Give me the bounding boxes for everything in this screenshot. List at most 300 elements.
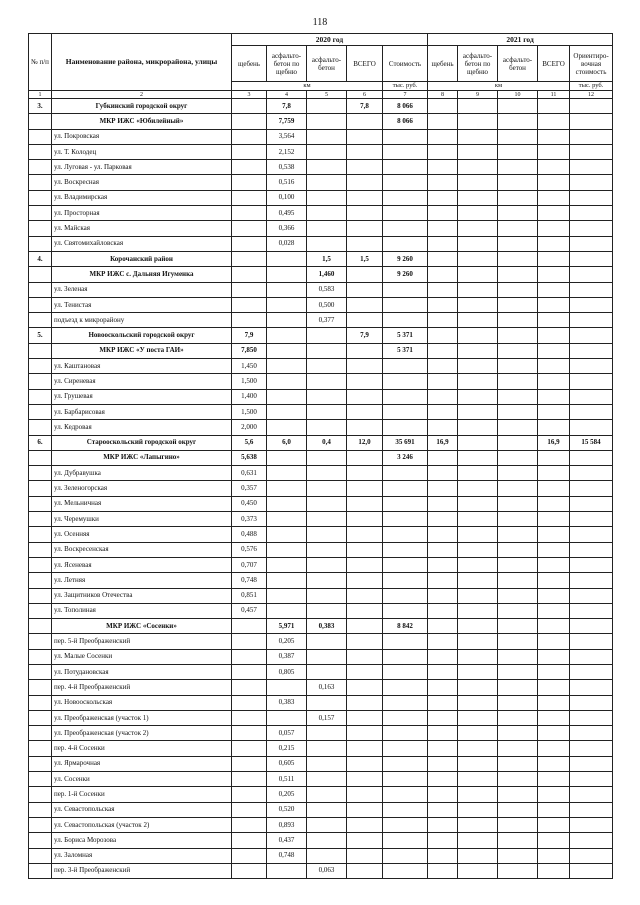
value-cell bbox=[458, 588, 498, 603]
value-cell bbox=[232, 726, 267, 741]
value-cell: 0,805 bbox=[267, 664, 307, 679]
street-name: ул. Зеленогорская bbox=[52, 481, 232, 496]
value-cell: 5,638 bbox=[232, 450, 267, 465]
value-cell bbox=[267, 313, 307, 328]
value-cell bbox=[307, 833, 347, 848]
value-cell bbox=[498, 129, 538, 144]
row-number bbox=[29, 221, 52, 236]
value-cell bbox=[458, 389, 498, 404]
value-cell bbox=[307, 99, 347, 114]
table-row-street bbox=[29, 756, 613, 771]
value-cell bbox=[538, 573, 570, 588]
value-cell bbox=[232, 221, 267, 236]
value-cell bbox=[538, 557, 570, 572]
row-number bbox=[29, 741, 52, 756]
value-cell: 0,205 bbox=[267, 787, 307, 802]
value-cell bbox=[232, 741, 267, 756]
table-row-street bbox=[29, 603, 613, 618]
value-cell bbox=[458, 772, 498, 787]
value-cell bbox=[458, 741, 498, 756]
value-cell bbox=[232, 710, 267, 725]
street-name: пер. 3-й Преображенский bbox=[52, 863, 232, 878]
value-cell bbox=[267, 466, 307, 481]
street-name: ул. Преображенская (участок 2) bbox=[52, 726, 232, 741]
row-number: 5. bbox=[29, 328, 52, 343]
table-row-street bbox=[29, 175, 613, 190]
street-name: ул. Мельничная bbox=[52, 496, 232, 511]
value-cell bbox=[458, 802, 498, 817]
value-cell: 0,437 bbox=[267, 833, 307, 848]
header-col: щебень bbox=[428, 46, 458, 82]
value-cell bbox=[570, 710, 613, 725]
value-cell bbox=[498, 236, 538, 251]
value-cell bbox=[307, 114, 347, 129]
value-cell: 0,063 bbox=[307, 863, 347, 878]
table-header bbox=[29, 34, 613, 99]
value-cell bbox=[538, 603, 570, 618]
value-cell bbox=[307, 450, 347, 465]
row-number bbox=[29, 297, 52, 312]
value-cell bbox=[267, 374, 307, 389]
value-cell bbox=[498, 221, 538, 236]
table-row-street bbox=[29, 466, 613, 481]
value-cell bbox=[498, 374, 538, 389]
value-cell bbox=[458, 680, 498, 695]
value-cell: 0,4 bbox=[307, 435, 347, 450]
row-number bbox=[29, 206, 52, 221]
row-number bbox=[29, 175, 52, 190]
table-row-street bbox=[29, 144, 613, 159]
table-row-street bbox=[29, 420, 613, 435]
street-name: ул. Каштановая bbox=[52, 359, 232, 374]
row-number bbox=[29, 542, 52, 557]
value-cell bbox=[570, 588, 613, 603]
value-cell bbox=[307, 144, 347, 159]
value-cell bbox=[428, 588, 458, 603]
value-cell: 0,748 bbox=[232, 573, 267, 588]
value-cell bbox=[307, 802, 347, 817]
value-cell bbox=[383, 129, 428, 144]
column-number: 9 bbox=[458, 91, 498, 99]
value-cell bbox=[428, 772, 458, 787]
value-cell bbox=[307, 527, 347, 542]
value-cell bbox=[428, 603, 458, 618]
value-cell: 3 246 bbox=[383, 450, 428, 465]
row-number bbox=[29, 664, 52, 679]
row-number bbox=[29, 817, 52, 832]
value-cell bbox=[232, 619, 267, 634]
value-cell bbox=[383, 404, 428, 419]
row-number bbox=[29, 313, 52, 328]
value-cell bbox=[538, 466, 570, 481]
street-name: ул. Преображенская (участок 1) bbox=[52, 710, 232, 725]
value-cell bbox=[232, 833, 267, 848]
value-cell: 7,9 bbox=[347, 328, 383, 343]
value-cell bbox=[383, 833, 428, 848]
value-cell bbox=[498, 512, 538, 527]
value-cell bbox=[428, 802, 458, 817]
value-cell bbox=[347, 573, 383, 588]
value-cell bbox=[428, 99, 458, 114]
value-cell bbox=[570, 420, 613, 435]
value-cell bbox=[458, 512, 498, 527]
value-cell bbox=[307, 542, 347, 557]
table-row-street bbox=[29, 404, 613, 419]
value-cell: 2,152 bbox=[267, 144, 307, 159]
row-number bbox=[29, 756, 52, 771]
value-cell bbox=[383, 359, 428, 374]
value-cell bbox=[232, 206, 267, 221]
value-cell bbox=[232, 144, 267, 159]
value-cell bbox=[458, 420, 498, 435]
value-cell bbox=[232, 297, 267, 312]
value-cell bbox=[307, 236, 347, 251]
value-cell bbox=[538, 848, 570, 863]
value-cell bbox=[347, 297, 383, 312]
value-cell bbox=[267, 328, 307, 343]
value-cell bbox=[347, 726, 383, 741]
value-cell bbox=[428, 817, 458, 832]
value-cell bbox=[458, 863, 498, 878]
header-col: асфальто-бетон bbox=[307, 46, 347, 82]
value-cell bbox=[347, 160, 383, 175]
value-cell bbox=[267, 389, 307, 404]
value-cell bbox=[538, 772, 570, 787]
value-cell bbox=[570, 313, 613, 328]
value-cell bbox=[428, 787, 458, 802]
value-cell: 0,450 bbox=[232, 496, 267, 511]
value-cell bbox=[538, 420, 570, 435]
value-cell bbox=[498, 496, 538, 511]
table-row-street bbox=[29, 680, 613, 695]
value-cell bbox=[383, 481, 428, 496]
value-cell bbox=[538, 129, 570, 144]
street-name: ул. Тополиная bbox=[52, 603, 232, 618]
value-cell bbox=[458, 450, 498, 465]
value-cell bbox=[267, 267, 307, 282]
header-col: щебень bbox=[232, 46, 267, 82]
table-row-street bbox=[29, 863, 613, 878]
header-unit-cost: тыс. руб. bbox=[570, 82, 613, 91]
value-cell bbox=[498, 817, 538, 832]
value-cell bbox=[347, 404, 383, 419]
value-cell bbox=[538, 496, 570, 511]
value-cell bbox=[538, 649, 570, 664]
value-cell: 6,0 bbox=[267, 435, 307, 450]
street-name: ул. Сосенки bbox=[52, 772, 232, 787]
value-cell bbox=[267, 282, 307, 297]
row-number bbox=[29, 359, 52, 374]
street-name: ул. Владимирская bbox=[52, 190, 232, 205]
value-cell: 0,383 bbox=[307, 619, 347, 634]
header-num: № п/п bbox=[29, 34, 52, 91]
value-cell bbox=[570, 756, 613, 771]
value-cell bbox=[232, 282, 267, 297]
value-cell bbox=[538, 221, 570, 236]
value-cell bbox=[498, 695, 538, 710]
column-number: 6 bbox=[347, 91, 383, 99]
micro-name: МКР ИЖС «Сосенки» bbox=[52, 619, 232, 634]
value-cell bbox=[458, 206, 498, 221]
value-cell bbox=[267, 420, 307, 435]
value-cell: 35 691 bbox=[383, 435, 428, 450]
value-cell bbox=[232, 802, 267, 817]
table-row-street bbox=[29, 542, 613, 557]
value-cell bbox=[538, 99, 570, 114]
row-number bbox=[29, 389, 52, 404]
table-row-street bbox=[29, 221, 613, 236]
value-cell bbox=[383, 863, 428, 878]
value-cell bbox=[458, 297, 498, 312]
value-cell bbox=[347, 664, 383, 679]
value-cell: 8 066 bbox=[383, 114, 428, 129]
value-cell bbox=[538, 297, 570, 312]
value-cell bbox=[498, 772, 538, 787]
street-name: ул. Луговая - ул. Парковая bbox=[52, 160, 232, 175]
value-cell bbox=[538, 144, 570, 159]
value-cell bbox=[458, 359, 498, 374]
value-cell bbox=[383, 710, 428, 725]
value-cell bbox=[383, 144, 428, 159]
value-cell bbox=[383, 190, 428, 205]
value-cell bbox=[232, 160, 267, 175]
value-cell bbox=[307, 664, 347, 679]
value-cell bbox=[458, 787, 498, 802]
value-cell bbox=[347, 619, 383, 634]
row-number bbox=[29, 282, 52, 297]
street-name: ул. Летняя bbox=[52, 573, 232, 588]
table-row-street bbox=[29, 848, 613, 863]
value-cell bbox=[570, 99, 613, 114]
table-row-street bbox=[29, 833, 613, 848]
table-row-street bbox=[29, 313, 613, 328]
value-cell: 0,215 bbox=[267, 741, 307, 756]
value-cell: 0,605 bbox=[267, 756, 307, 771]
header-col: Ориентиро-вочная стоимость bbox=[570, 46, 613, 82]
value-cell bbox=[570, 496, 613, 511]
value-cell bbox=[498, 267, 538, 282]
value-cell bbox=[538, 542, 570, 557]
value-cell bbox=[428, 160, 458, 175]
street-name: ул. Покровская bbox=[52, 129, 232, 144]
value-cell bbox=[538, 634, 570, 649]
value-cell bbox=[498, 787, 538, 802]
value-cell bbox=[498, 99, 538, 114]
value-cell bbox=[498, 251, 538, 266]
value-cell bbox=[498, 190, 538, 205]
row-number bbox=[29, 267, 52, 282]
value-cell bbox=[232, 267, 267, 282]
header-col: ВСЕГО bbox=[538, 46, 570, 82]
value-cell bbox=[267, 251, 307, 266]
value-cell bbox=[498, 756, 538, 771]
value-cell bbox=[498, 680, 538, 695]
row-number bbox=[29, 420, 52, 435]
value-cell: 0,583 bbox=[307, 282, 347, 297]
value-cell bbox=[307, 496, 347, 511]
value-cell bbox=[498, 160, 538, 175]
value-cell bbox=[570, 328, 613, 343]
value-cell bbox=[383, 802, 428, 817]
table-row-micro bbox=[29, 619, 613, 634]
value-cell: 0,631 bbox=[232, 466, 267, 481]
value-cell bbox=[458, 833, 498, 848]
table-row-street bbox=[29, 129, 613, 144]
table-body bbox=[29, 99, 613, 879]
value-cell: 1,500 bbox=[232, 404, 267, 419]
value-cell bbox=[307, 634, 347, 649]
row-number bbox=[29, 466, 52, 481]
value-cell bbox=[458, 343, 498, 358]
value-cell bbox=[347, 175, 383, 190]
value-cell bbox=[428, 175, 458, 190]
row-number bbox=[29, 680, 52, 695]
value-cell bbox=[458, 328, 498, 343]
value-cell bbox=[498, 588, 538, 603]
value-cell bbox=[383, 634, 428, 649]
value-cell bbox=[383, 175, 428, 190]
value-cell bbox=[307, 557, 347, 572]
value-cell bbox=[428, 328, 458, 343]
value-cell bbox=[458, 527, 498, 542]
value-cell bbox=[347, 343, 383, 358]
value-cell bbox=[458, 282, 498, 297]
value-cell bbox=[538, 695, 570, 710]
value-cell bbox=[570, 466, 613, 481]
value-cell: 0,100 bbox=[267, 190, 307, 205]
value-cell bbox=[498, 619, 538, 634]
row-number bbox=[29, 496, 52, 511]
table-row-district bbox=[29, 328, 613, 343]
value-cell bbox=[347, 389, 383, 404]
value-cell bbox=[383, 817, 428, 832]
table-row-street bbox=[29, 190, 613, 205]
value-cell bbox=[307, 160, 347, 175]
value-cell bbox=[570, 848, 613, 863]
value-cell bbox=[307, 741, 347, 756]
value-cell bbox=[428, 282, 458, 297]
value-cell bbox=[307, 603, 347, 618]
table-row-street bbox=[29, 772, 613, 787]
value-cell bbox=[383, 603, 428, 618]
value-cell bbox=[307, 343, 347, 358]
value-cell: 0,357 bbox=[232, 481, 267, 496]
column-number: 7 bbox=[383, 91, 428, 99]
value-cell bbox=[428, 619, 458, 634]
row-number bbox=[29, 802, 52, 817]
value-cell bbox=[538, 527, 570, 542]
value-cell bbox=[570, 343, 613, 358]
value-cell bbox=[570, 833, 613, 848]
value-cell bbox=[458, 649, 498, 664]
value-cell bbox=[570, 282, 613, 297]
value-cell bbox=[383, 787, 428, 802]
row-number bbox=[29, 129, 52, 144]
value-cell: 0,373 bbox=[232, 512, 267, 527]
value-cell: 1,5 bbox=[307, 251, 347, 266]
table-row-street bbox=[29, 557, 613, 572]
row-number bbox=[29, 833, 52, 848]
value-cell bbox=[458, 695, 498, 710]
value-cell bbox=[347, 695, 383, 710]
value-cell bbox=[428, 833, 458, 848]
street-name: ул. Барбарисовая bbox=[52, 404, 232, 419]
value-cell: 0,495 bbox=[267, 206, 307, 221]
street-name: ул. Новооскольская bbox=[52, 695, 232, 710]
value-cell bbox=[267, 450, 307, 465]
value-cell bbox=[570, 404, 613, 419]
table-row-micro bbox=[29, 267, 613, 282]
value-cell bbox=[428, 680, 458, 695]
value-cell bbox=[538, 206, 570, 221]
value-cell bbox=[267, 710, 307, 725]
street-name: ул. Севастопольская bbox=[52, 802, 232, 817]
value-cell bbox=[307, 848, 347, 863]
street-name: ул. Заломная bbox=[52, 848, 232, 863]
value-cell: 0,366 bbox=[267, 221, 307, 236]
value-cell bbox=[458, 817, 498, 832]
value-cell bbox=[570, 741, 613, 756]
value-cell bbox=[232, 817, 267, 832]
value-cell bbox=[538, 175, 570, 190]
street-name: ул. Зеленая bbox=[52, 282, 232, 297]
value-cell bbox=[498, 573, 538, 588]
value-cell bbox=[267, 297, 307, 312]
row-number: 6. bbox=[29, 435, 52, 450]
value-cell bbox=[232, 99, 267, 114]
table-row-street bbox=[29, 160, 613, 175]
value-cell bbox=[538, 787, 570, 802]
value-cell bbox=[232, 848, 267, 863]
value-cell bbox=[570, 236, 613, 251]
value-cell bbox=[458, 496, 498, 511]
value-cell: 3,564 bbox=[267, 129, 307, 144]
value-cell bbox=[458, 710, 498, 725]
value-cell bbox=[267, 573, 307, 588]
value-cell bbox=[267, 527, 307, 542]
value-cell bbox=[498, 848, 538, 863]
value-cell bbox=[538, 359, 570, 374]
street-name: подъезд к микрорайону bbox=[52, 313, 232, 328]
table-row-street bbox=[29, 527, 613, 542]
value-cell bbox=[232, 863, 267, 878]
value-cell bbox=[383, 282, 428, 297]
value-cell: 1,5 bbox=[347, 251, 383, 266]
value-cell bbox=[498, 527, 538, 542]
value-cell bbox=[428, 557, 458, 572]
value-cell bbox=[267, 557, 307, 572]
value-cell bbox=[498, 802, 538, 817]
value-cell bbox=[570, 251, 613, 266]
row-number bbox=[29, 160, 52, 175]
value-cell bbox=[347, 512, 383, 527]
row-number bbox=[29, 603, 52, 618]
value-cell bbox=[383, 236, 428, 251]
value-cell bbox=[498, 435, 538, 450]
header-unit-km: км bbox=[428, 82, 570, 91]
value-cell bbox=[538, 512, 570, 527]
value-cell bbox=[538, 343, 570, 358]
value-cell bbox=[232, 787, 267, 802]
value-cell bbox=[570, 664, 613, 679]
value-cell bbox=[383, 756, 428, 771]
row-number bbox=[29, 512, 52, 527]
value-cell bbox=[428, 649, 458, 664]
row-number: 4. bbox=[29, 251, 52, 266]
value-cell bbox=[347, 710, 383, 725]
value-cell bbox=[458, 619, 498, 634]
value-cell bbox=[498, 481, 538, 496]
